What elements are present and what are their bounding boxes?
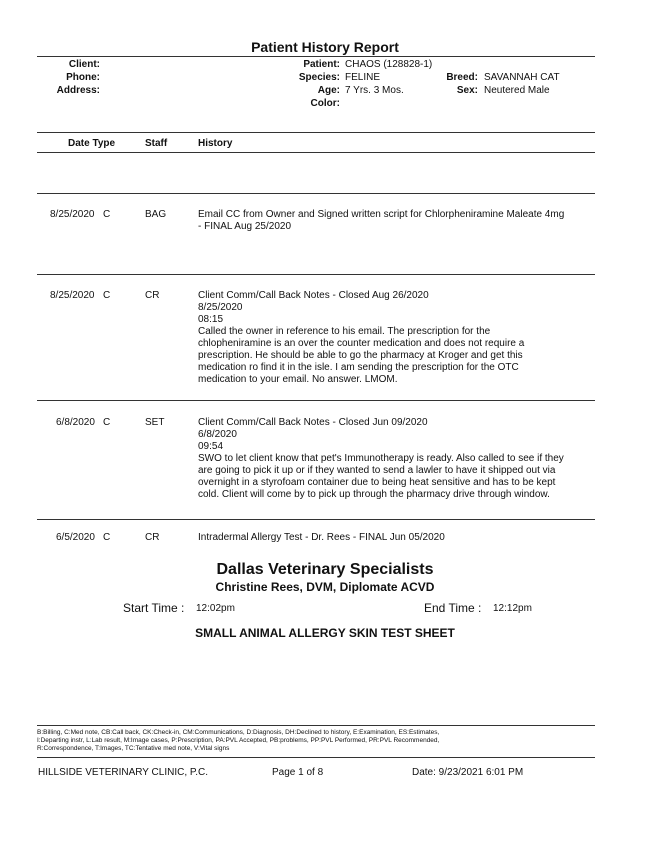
history-line: chlopheniramine is an over the counter medication and does not require a — [198, 338, 525, 349]
row1-staff: BAG — [145, 209, 167, 220]
row2-type: C — [103, 290, 111, 301]
color-label: Color: — [310, 98, 340, 109]
start-time-value: 12:02pm — [196, 603, 235, 614]
col-staff: Staff — [145, 138, 168, 149]
row1-type: C — [103, 209, 111, 220]
phone-label: Phone: — [66, 72, 100, 83]
row-divider — [37, 400, 595, 401]
row3-history — [198, 417, 593, 501]
history-line: Email CC from Owner and Signed written script for Chlorpheniramine Maleate 4mg — [198, 209, 565, 220]
legend-line: I:Departing instr, L:Lab result, M:Image cases, P:Prescription, PA:PVL Accepted, PB:problems, PP:PVL Performed, PR:PVL Recommended, — [37, 737, 440, 744]
history-line: Client Comm/Call Back Notes - Closed Jun 09/2020 — [198, 417, 428, 428]
embedded-clinic-name: Dallas Veterinary Specialists — [216, 561, 434, 578]
history-line: 8/25/2020 — [198, 302, 243, 313]
age-label: Age: — [317, 85, 340, 96]
row2-staff: CR — [145, 290, 160, 301]
header-bottom-rule — [37, 152, 595, 153]
patient-sex: Neutered Male — [484, 85, 550, 96]
footer-date: Date: 9/23/2021 6:01 PM — [412, 767, 524, 778]
row-divider — [37, 193, 595, 194]
start-time-label: Start Time : — [123, 601, 185, 615]
row3-staff: SET — [145, 417, 165, 428]
patient-breed: SAVANNAH CAT — [484, 72, 560, 83]
history-line: SWO to let client know that pet's Immunotherapy is ready. Also called to see if they — [198, 453, 564, 464]
row1-date: 8/25/2020 — [50, 209, 95, 220]
history-line: - FINAL Aug 25/2020 — [198, 221, 292, 232]
legend — [37, 729, 597, 753]
footer-clinic: HILLSIDE VETERINARY CLINIC, P.C. — [38, 767, 209, 778]
history-line: 6/8/2020 — [198, 429, 237, 440]
history-line: are going to pick it up or if they wanted to send a lawler to have it shipped out via — [198, 465, 556, 476]
row2-history — [198, 290, 593, 386]
history-line: 09:54 — [198, 441, 224, 452]
breed-label: Breed: — [446, 72, 478, 83]
embedded-doctor: Christine Rees, DVM, Diplomate ACVD — [215, 580, 435, 594]
row4-staff: CR — [145, 532, 160, 543]
address-label: Address: — [56, 85, 100, 96]
row3-date: 6/8/2020 — [56, 417, 95, 428]
legend-bottom-rule — [37, 757, 595, 758]
history-line: medication to your email. No answer. LMOM. — [198, 374, 398, 385]
patient-age: 7 Yrs. 3 Mos. — [345, 85, 404, 96]
legend-line: B:Billing, C:Med note, CB:Call back, CK:Check-in, CM:Communications, D:Diagnosis, DH:Declined to history, E:Examination, ES:Estimates, — [37, 729, 440, 736]
col-date-type: Date Type — [68, 138, 116, 149]
row-divider — [37, 274, 595, 275]
row4-date: 6/5/2020 — [56, 532, 95, 543]
title-rule — [37, 56, 595, 57]
header-top-rule — [37, 132, 595, 133]
end-time-value: 12:12pm — [493, 603, 532, 614]
row-divider — [37, 519, 595, 520]
report-title: Patient History Report — [251, 39, 399, 55]
row4-history — [198, 532, 593, 544]
history-line: Called the owner in reference to his email. The prescription for the — [198, 326, 491, 337]
patient-species: FELINE — [345, 72, 381, 83]
row2-date: 8/25/2020 — [50, 290, 95, 301]
legend-top-rule — [37, 725, 595, 726]
end-time-label: End Time : — [424, 601, 482, 615]
history-line: Client Comm/Call Back Notes - Closed Aug 26/2020 — [198, 290, 429, 301]
patient-label: Patient: — [303, 59, 340, 70]
row4-type: C — [103, 532, 111, 543]
history-line: 08:15 — [198, 314, 224, 325]
footer-page: Page 1 of 8 — [272, 767, 324, 778]
history-line: medication ro find it in the isle. I am sending the prescription for the OTC — [198, 362, 519, 373]
species-label: Species: — [298, 72, 340, 83]
history-line: prescription. He should be able to go the pharmacy at Kroger and get this — [198, 350, 523, 361]
client-label: Client: — [68, 59, 100, 70]
patient-name: CHAOS (128828-1) — [345, 59, 433, 70]
history-line: cold. Client will come by to pick up through the pharmacy drive through window. — [198, 489, 550, 500]
history-line: overnight in a styrofoam container due to being heat sensitive and has to be kept — [198, 477, 556, 488]
row1-history — [198, 209, 593, 233]
legend-line: R:Correspondence, T:Images, TC:Tentative med note, V:Vital signs — [37, 745, 230, 752]
row3-type: C — [103, 417, 111, 428]
history-line: Intradermal Allergy Test - Dr. Rees - FINAL Jun 05/2020 — [198, 532, 445, 543]
col-history: History — [198, 138, 233, 149]
sex-label: Sex: — [456, 85, 478, 96]
sheet-title: SMALL ANIMAL ALLERGY SKIN TEST SHEET — [195, 626, 455, 640]
